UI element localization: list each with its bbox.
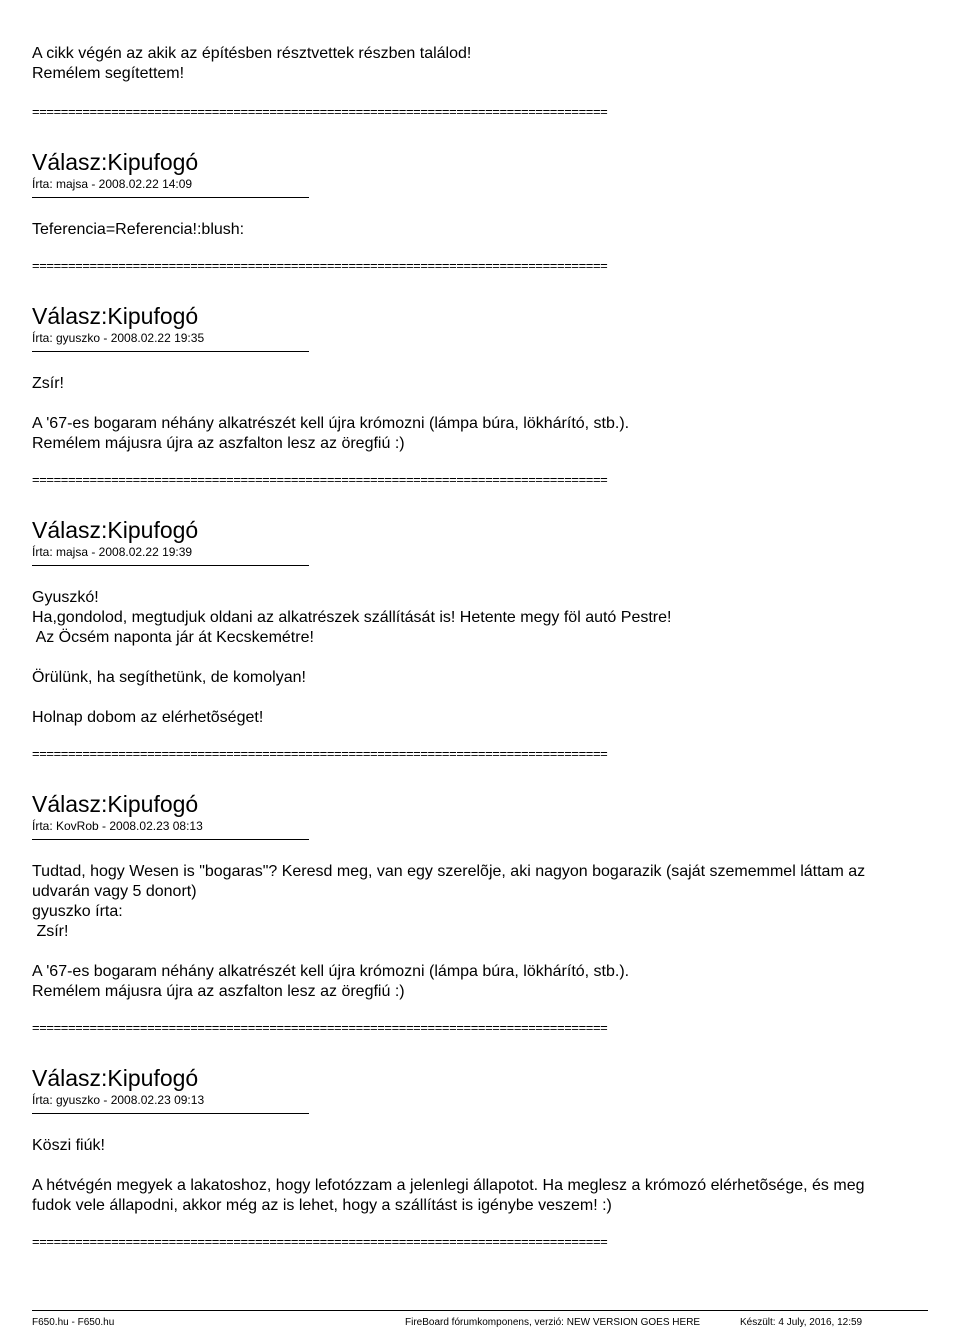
post-body-line: Holnap dobom az elérhetõséget!	[32, 709, 264, 726]
spacer	[32, 762, 922, 790]
separator-line: ================================================================================	[32, 746, 608, 761]
spacer	[32, 566, 922, 588]
spacer	[32, 120, 922, 148]
post-meta: Írta: majsa - 2008.02.22 19:39	[32, 545, 193, 559]
spacer	[32, 1216, 922, 1234]
post-body-line: Örülünk, ha segíthetünk, de komolyan!	[32, 669, 306, 686]
post-body-line: Zsír!	[32, 923, 69, 940]
footer-rule	[32, 1310, 928, 1311]
post	[32, 120, 922, 274]
post-body-line: udvarán vagy 5 donort)	[32, 883, 197, 900]
post	[32, 1036, 922, 1250]
separator-line: ================================================================================	[32, 472, 608, 487]
post-body-line: A hétvégén megyek a lakatoshoz, hogy lefotózzam a jelenlegi állapotot. Ha meglesz a krómozó elérhetõsége, és meg	[32, 1177, 865, 1194]
separator-line: ================================================================================	[32, 1020, 608, 1035]
spacer	[32, 198, 922, 220]
post-title: Válasz:Kipufogó	[32, 517, 199, 543]
post-body-line: Ha,gondolod, megtudjuk oldani az alkatrészek szállítását is! Hetente megy föl autó Pestre!	[32, 609, 672, 626]
post-body-line: Gyuszkó!	[32, 589, 99, 606]
separator-line: ================================================================================	[32, 1234, 608, 1249]
post	[32, 762, 922, 1036]
intro-line: A cikk végén az akik az építésben résztvettek részben találod!	[32, 45, 472, 62]
post-body-line: Remélem májusra újra az aszfalton lesz az öregfiú :)	[32, 983, 405, 1000]
spacer	[32, 1114, 922, 1136]
post-body-line: fudok vele állapodni, akkor még az is lehet, hogy a szállítást is igénybe veszem! :)	[32, 1197, 612, 1214]
blank-line	[32, 942, 922, 962]
post-title: Válasz:Kipufogó	[32, 303, 199, 329]
forum-thread	[32, 44, 922, 1250]
separator-line: ================================================================================	[32, 104, 608, 119]
intro-line: Remélem segítettem!	[32, 65, 185, 82]
post-list	[32, 120, 922, 1250]
footer-component: FireBoard fórumkomponens, verzió: NEW VERSION GOES HERE	[405, 1317, 701, 1328]
post-body-line: gyuszko írta:	[32, 903, 123, 920]
post-title: Válasz:Kipufogó	[32, 791, 199, 817]
post-meta: Írta: KovRob - 2008.02.23 08:13	[32, 819, 203, 833]
blank-line	[32, 648, 922, 668]
post-body-line: A '67-es bogaram néhány alkatrészét kell újra krómozni (lámpa búra, lökhárító, stb.).	[32, 415, 630, 432]
page-footer	[32, 1310, 928, 1332]
footer-site: F650.hu - F650.hu	[32, 1317, 115, 1328]
spacer	[32, 84, 922, 104]
blank-line	[32, 1156, 922, 1176]
separator-line: ================================================================================	[32, 258, 608, 273]
spacer	[32, 488, 922, 516]
post-meta: Írta: majsa - 2008.02.22 14:09	[32, 177, 193, 191]
post-meta: Írta: gyuszko - 2008.02.22 19:35	[32, 331, 205, 345]
post-body-line: Teferencia=Referencia!:blush:	[32, 221, 245, 238]
post-body-line: A '67-es bogaram néhány alkatrészét kell újra krómozni (lámpa búra, lökhárító, stb.).	[32, 963, 630, 980]
spacer	[32, 274, 922, 302]
post-body-line: Tudtad, hogy Wesen is "bogaras"? Keresd meg, van egy szerelõje, aki nagyon bogarazik (saját szememmel láttam az	[32, 863, 866, 880]
blank-line	[32, 688, 922, 708]
post-title: Válasz:Kipufogó	[32, 1065, 199, 1091]
post-body-line: Köszi fiúk!	[32, 1137, 105, 1154]
footer-generated: Készült: 4 July, 2016, 12:59	[740, 1317, 863, 1328]
post-body-line: Zsír!	[32, 375, 64, 392]
post-title: Válasz:Kipufogó	[32, 149, 199, 175]
post-meta: Írta: gyuszko - 2008.02.23 09:13	[32, 1093, 205, 1107]
spacer	[32, 1036, 922, 1064]
spacer	[32, 352, 922, 374]
spacer	[32, 840, 922, 862]
post	[32, 274, 922, 488]
post-body-line: Remélem májusra újra az aszfalton lesz az öregfiú :)	[32, 435, 405, 452]
spacer	[32, 454, 922, 472]
spacer	[32, 1002, 922, 1020]
spacer	[32, 240, 922, 258]
post	[32, 488, 922, 762]
blank-line	[32, 394, 922, 414]
spacer	[32, 728, 922, 746]
post-body-line: Az Öcsém naponta jár át Kecskemétre!	[32, 629, 314, 646]
